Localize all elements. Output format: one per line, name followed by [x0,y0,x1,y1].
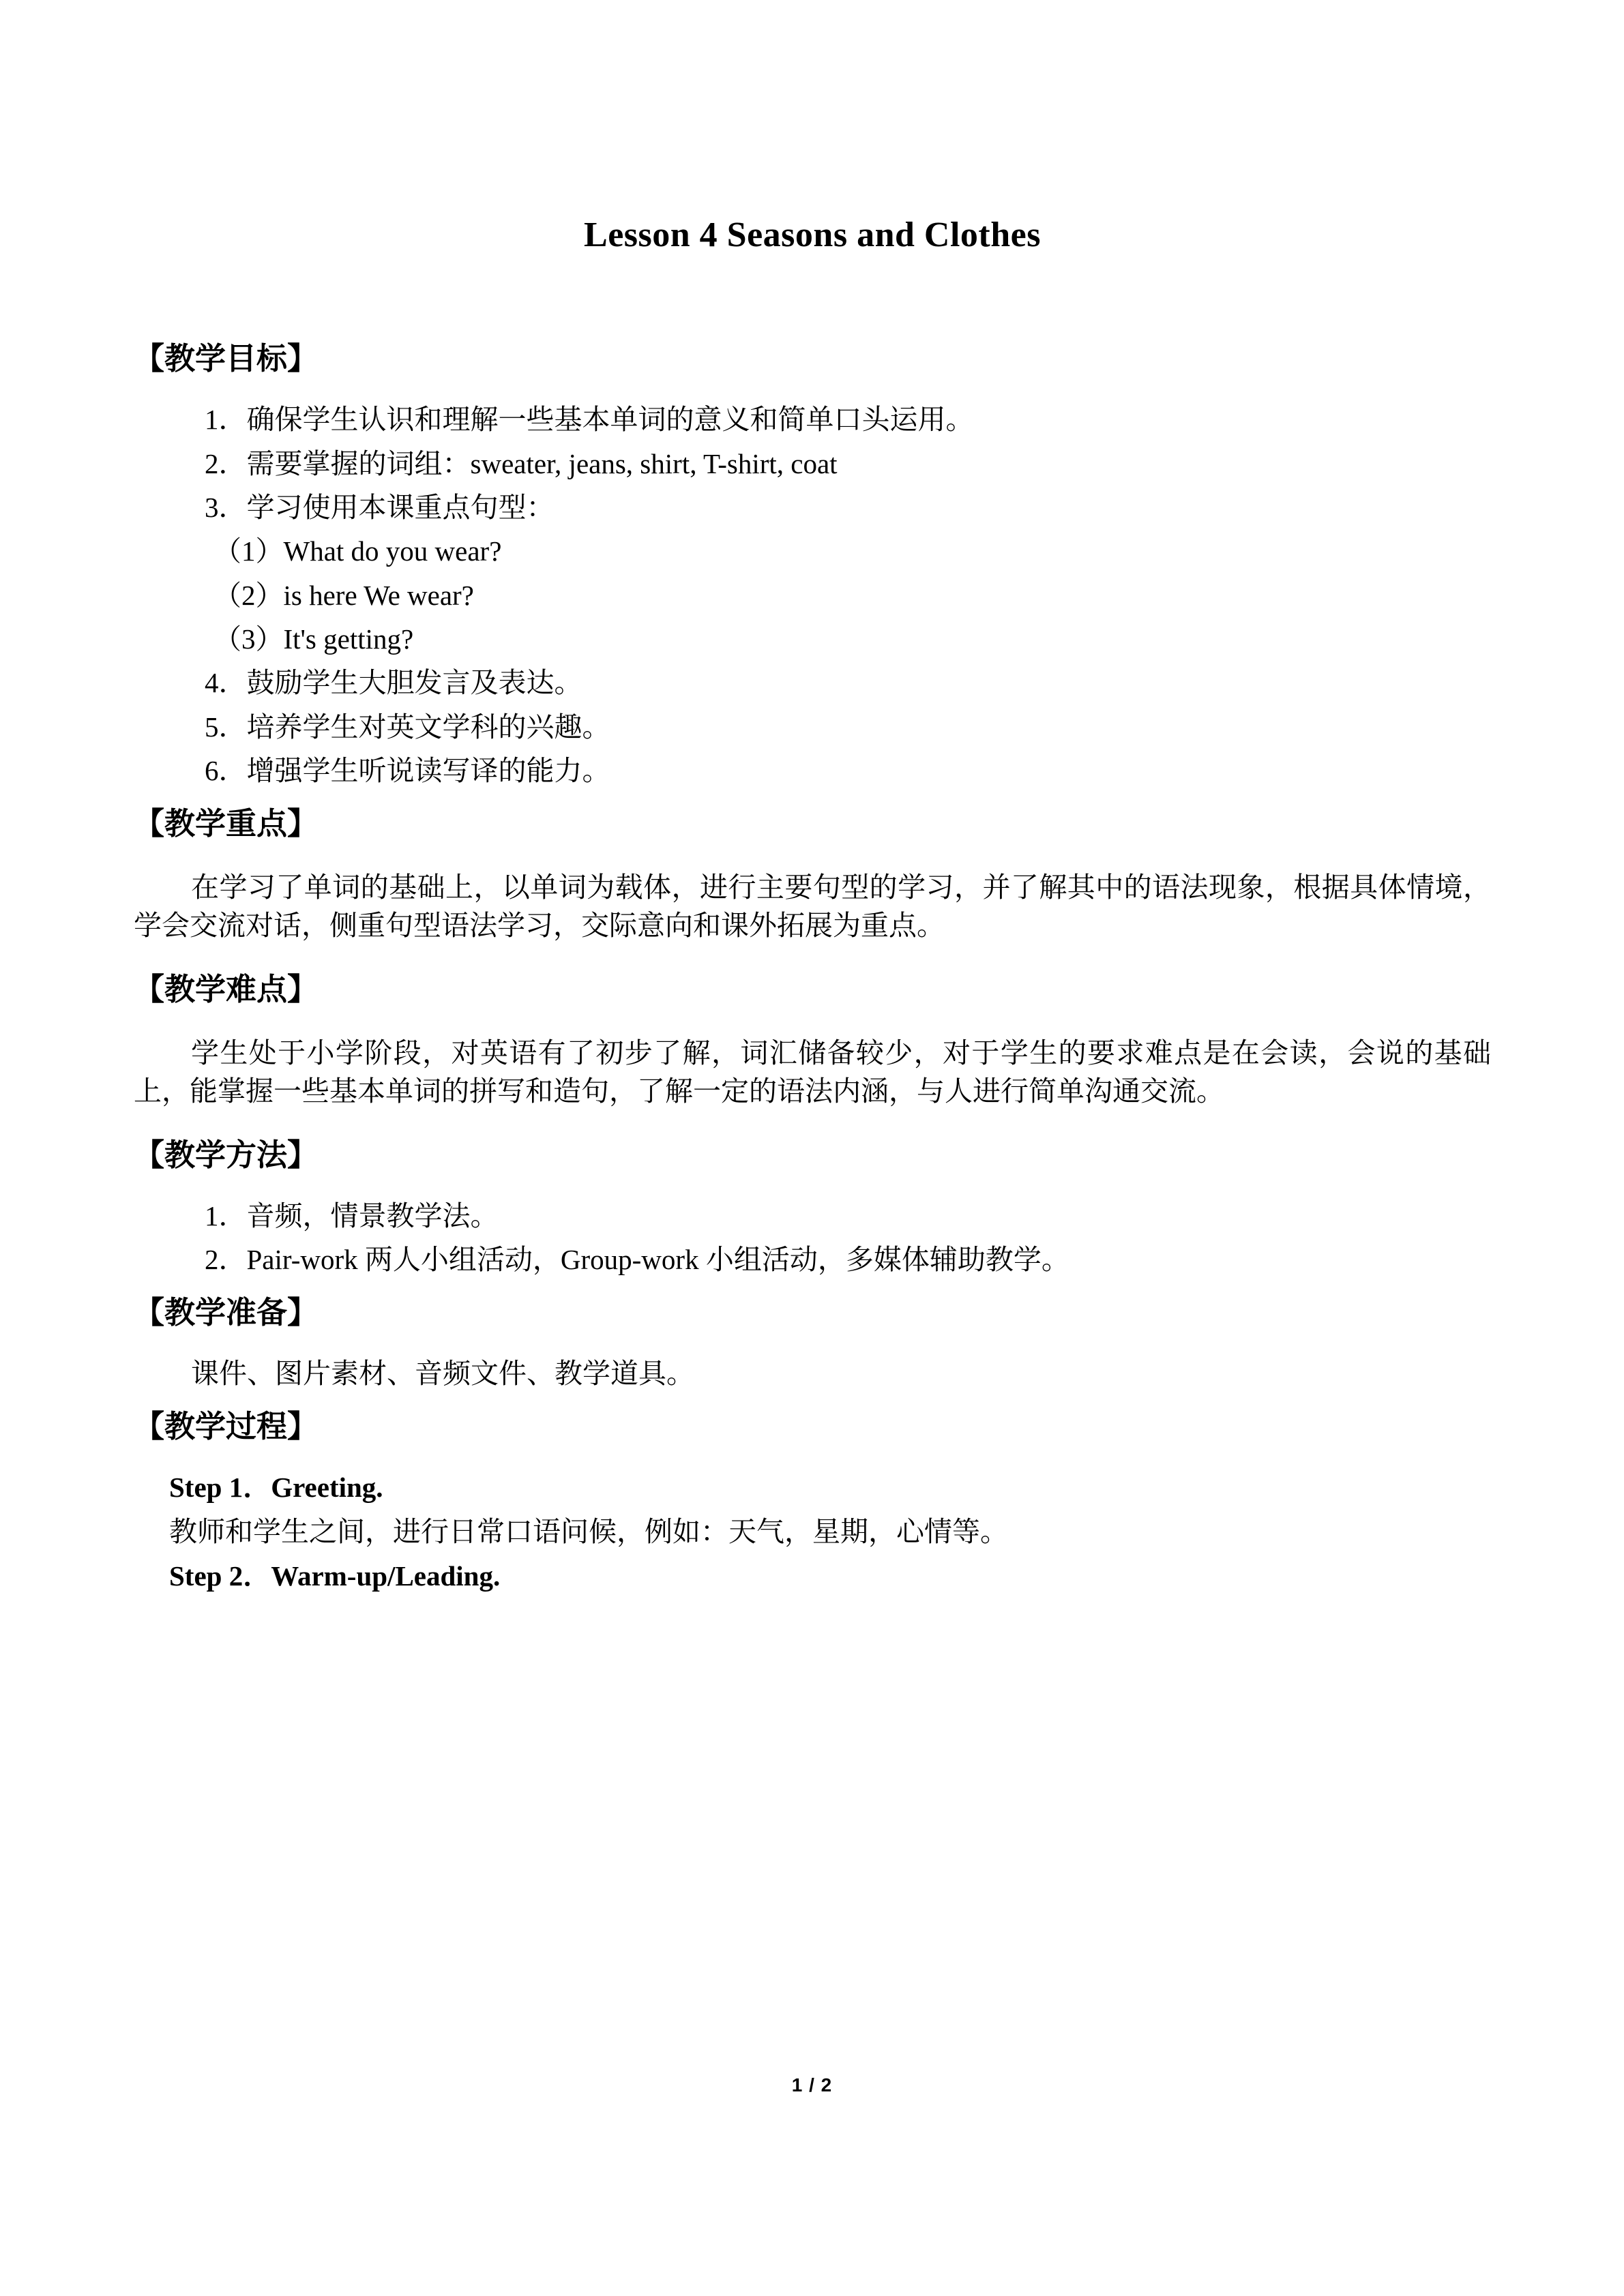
spacer [134,743,1491,754]
spacer [134,1232,1491,1243]
list-item: 3．学习使用本课重点句型： [205,491,555,523]
spacer [134,303,1491,340]
spacer [134,1331,1491,1357]
spacer [134,1174,1491,1199]
list-item: 6．增强学生听说读写译的能力。 [205,755,610,787]
list-item: 4．鼓励学生大胆发言及表达。 [205,667,582,699]
section-heading-objectives: 【教学目标】 [134,340,319,377]
spacer [134,612,1491,623]
list-item: 5．培养学生对英文学科的兴趣。 [205,711,610,743]
spacer [134,377,1491,403]
list-item: 2．Pair-work 两人小组活动，Group-work 小组活动，多媒体辅助教学。 [205,1244,1069,1276]
spacer [134,788,1491,805]
step-body-1: 教师和学生之间，进行日常口语问候，例如：天气，星期，心情等。 [169,1516,1008,1547]
body-paragraph-key-points: 在学习了单词的基础上，以单词为载体，进行主要句型的学习，并了解其中的语法现象，根据具体情境，学会交流对话，侧重句型语法学习，交际意向和课外拓展为重点。 [134,871,1491,942]
list-item: （3）It's getting? [213,623,414,655]
section-heading-methods: 【教学方法】 [134,1136,319,1173]
spacer [134,1390,1491,1408]
spacer [134,1445,1491,1471]
step-heading-2: Step 2．Warm-up/Leading. [169,1560,501,1592]
section-heading-difficulties: 【教学难点】 [134,970,319,1007]
spacer [134,655,1491,666]
section-heading-key-points: 【教学重点】 [134,805,319,841]
document-content [134,0,1491,1593]
spacer [134,254,1491,303]
spacer [134,945,1491,971]
body-paragraph-preparation: 课件、图片素材、音频文件、教学道具。 [191,1357,694,1389]
spacer [134,1111,1491,1137]
list-item: （1）What do you wear? [213,535,502,567]
spacer [134,524,1491,535]
spacer [134,700,1491,711]
section-heading-preparation: 【教学准备】 [134,1294,319,1330]
spacer [134,1549,1491,1560]
list-item: 2．需要掌握的词组：sweater, jeans, shirt, T-shirt, coat [205,447,838,479]
spacer [134,1504,1491,1515]
list-item: （2）is here We wear? [213,579,474,611]
list-item: 1．确保学生认识和理解一些基本单词的意义和简单口头运用。 [205,404,974,436]
spacer [134,568,1491,579]
spacer [134,842,1491,868]
list-item: 1．音频，情景教学法。 [205,1199,499,1232]
spacer [134,436,1491,447]
body-paragraph-difficulties: 学生处于小学阶段，对英语有了初步了解，词汇储备较少，对于学生的要求难点是在会读，会说的基础上，能掌握一些基本单词的拼写和造句，了解一定的语法内涵，与人进行简单沟通交流。 [134,1037,1491,1107]
spacer [134,1008,1491,1034]
page-title: Lesson 4 Seasons and Clothes [584,215,1041,254]
step-heading-1: Step 1．Greeting. [169,1471,383,1503]
spacer [134,1277,1491,1294]
spacer [134,480,1491,491]
page-footer: 1 / 2 [791,2074,833,2096]
section-heading-process: 【教学过程】 [134,1407,319,1444]
